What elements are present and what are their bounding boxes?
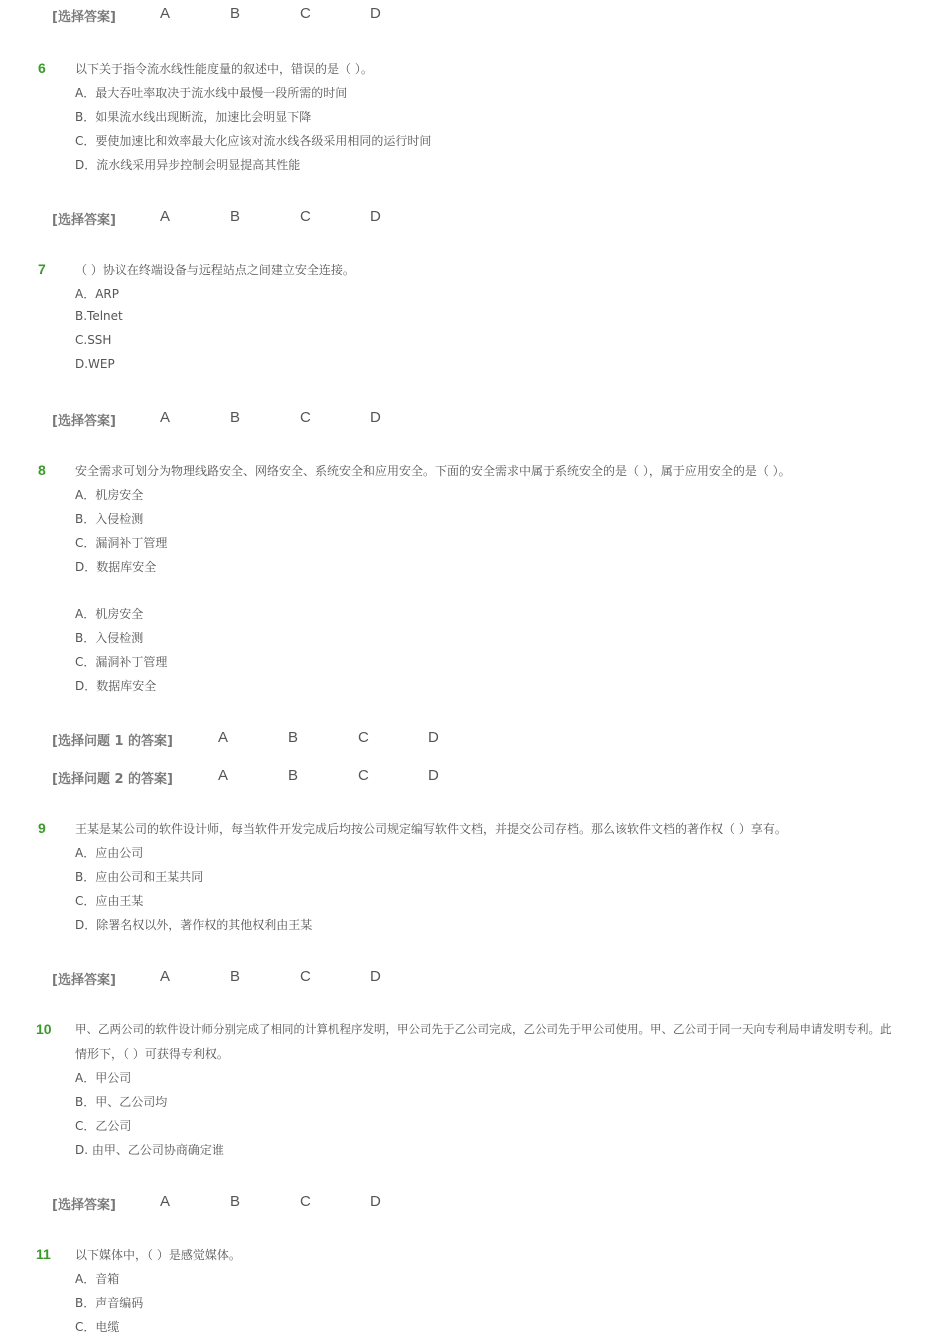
answer-option-a[interactable]: A [160, 1193, 171, 1210]
option-item: A．音箱 [75, 1272, 120, 1286]
answer-option-b[interactable]: B [230, 208, 241, 225]
question-stem-continued: 情形下，（ ）可获得专利权。 [75, 1047, 229, 1061]
answer-option-c[interactable]: C [300, 5, 311, 22]
option-item: B．入侵检测 [75, 512, 144, 526]
option-item: C．漏洞补丁管理 [75, 536, 168, 550]
question-number: 9 [38, 820, 46, 836]
option-item: D．流水线采用异步控制会明显提高其性能 [75, 158, 301, 172]
question-stem: 王某是某公司的软件设计师，每当软件开发完成后均按公司规定编写软件文档，并提交公司存档。那么该软件文档的著作权（ ）享有。 [75, 822, 787, 836]
answer-option-d[interactable]: D [428, 767, 439, 784]
question-number: 8 [38, 462, 46, 478]
answer-option-d[interactable]: D [370, 1193, 381, 1210]
option-item: B．应由公司和王某共同 [75, 870, 204, 884]
question-number: 6 [38, 60, 46, 76]
answer-option-a[interactable]: A [218, 767, 229, 784]
option-item: B.Telnet [75, 309, 123, 323]
option-item: C．电缆 [75, 1320, 120, 1334]
answer-option-c[interactable]: C [358, 767, 369, 784]
option-item: C．要使加速比和效率最大化应该对流水线各级采用相同的运行时间 [75, 134, 432, 148]
answer-label: [选择答案] [52, 973, 116, 988]
option-item: B．入侵检测 [75, 631, 144, 645]
answer-label: [选择答案] [52, 1198, 116, 1213]
answer-option-b[interactable]: B [288, 729, 299, 746]
question-stem: 安全需求可划分为物理线路安全、网络安全、系统安全和应用安全。下面的安全需求中属于系统安全的是（ ），属于应用安全的是（ ）。 [75, 464, 791, 478]
answer-label: [选择答案] [52, 213, 116, 228]
option-item: A．最大吞吐率取决于流水线中最慢一段所需的时间 [75, 86, 348, 100]
answer-option-c[interactable]: C [300, 208, 311, 225]
answer-label: [选择问题 1 的答案] [52, 734, 173, 749]
answer-option-a[interactable]: A [160, 208, 171, 225]
option-item: B．甲、乙公司均 [75, 1095, 168, 1109]
question-stem: 甲、乙两公司的软件设计师分别完成了相同的计算机程序发明，甲公司先于乙公司完成，乙公司先于甲公司使用。甲、乙公司于同一天向专利局申请发明专利。此 [75, 1022, 892, 1036]
answer-option-a[interactable]: A [160, 409, 171, 426]
option-item: B．声音编码 [75, 1296, 144, 1310]
answer-option-a[interactable]: A [160, 5, 171, 22]
answer-option-d[interactable]: D [370, 208, 381, 225]
option-item: D．数据库安全 [75, 679, 157, 693]
answer-option-d[interactable]: D [370, 968, 381, 985]
question-number: 7 [38, 261, 46, 277]
answer-option-a[interactable]: A [160, 968, 171, 985]
option-item: A．应由公司 [75, 846, 144, 860]
option-item: D. 由甲、乙公司协商确定谁 [75, 1143, 224, 1157]
option-item: C.SSH [75, 333, 112, 347]
option-item: A．甲公司 [75, 1071, 132, 1085]
option-item: D．数据库安全 [75, 560, 157, 574]
option-item: A．机房安全 [75, 488, 144, 502]
answer-option-c[interactable]: C [358, 729, 369, 746]
answer-option-c[interactable]: C [300, 1193, 311, 1210]
option-item: C．乙公司 [75, 1119, 132, 1133]
answer-option-b[interactable]: B [230, 1193, 241, 1210]
option-item: A．ARP [75, 287, 119, 301]
answer-label: [选择答案] [52, 414, 116, 429]
answer-option-c[interactable]: C [300, 968, 311, 985]
answer-option-d[interactable]: D [370, 5, 381, 22]
question-stem: 以下关于指令流水线性能度量的叙述中，错误的是（ ）。 [75, 62, 373, 76]
option-item: C．应由王某 [75, 894, 144, 908]
answer-label: [选择问题 2 的答案] [52, 772, 173, 787]
answer-option-c[interactable]: C [300, 409, 311, 426]
option-item: C．漏洞补丁管理 [75, 655, 168, 669]
answer-option-d[interactable]: D [428, 729, 439, 746]
question-number: 10 [36, 1021, 52, 1037]
option-item: D.WEP [75, 357, 115, 371]
answer-option-d[interactable]: D [370, 409, 381, 426]
question-number: 11 [36, 1246, 51, 1262]
option-item: D．除署名权以外，著作权的其他权利由王某 [75, 918, 313, 932]
answer-option-b[interactable]: B [230, 409, 241, 426]
answer-label: [选择答案] [52, 10, 116, 25]
option-item: B．如果流水线出现断流，加速比会明显下降 [75, 110, 312, 124]
answer-option-b[interactable]: B [230, 968, 241, 985]
answer-option-a[interactable]: A [218, 729, 229, 746]
option-item: A．机房安全 [75, 607, 144, 621]
answer-option-b[interactable]: B [288, 767, 299, 784]
answer-option-b[interactable]: B [230, 5, 241, 22]
question-stem: 以下媒体中，（ ）是感觉媒体。 [75, 1248, 241, 1262]
question-stem: （ ）协议在终端设备与远程站点之间建立安全连接。 [75, 263, 355, 277]
